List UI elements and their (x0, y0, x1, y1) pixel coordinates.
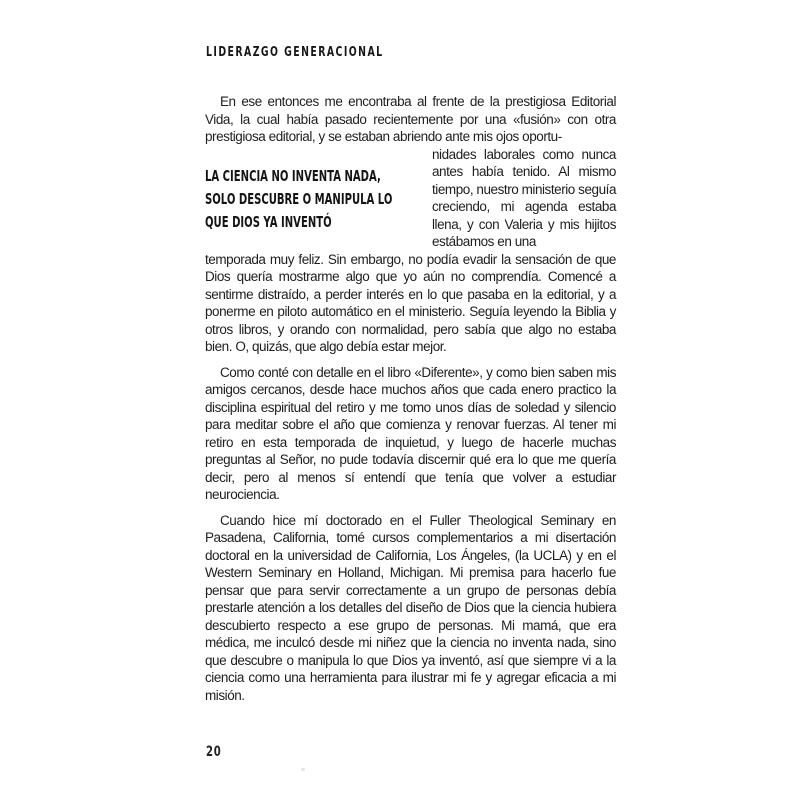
page-number: 20 (206, 744, 222, 760)
paragraph-1-continued: temporada muy feliz. Sin embargo, no podía evadir la sensación de que Dios quería mostrarme algo que yo aún no comprendía. Comencé a sentirme distraído, a perder interés en lo que pasaba en la editorial, y a ponerme en piloto automático en el ministerio. Seguía leyendo la Biblia y otros libros, y orando con normalidad, pero sabía que algo no estaba bien. O, quizás, que algo debía estar mejor. (205, 251, 616, 354)
pull-quote-line-2: SOLO DESCUBRE O MANIPULA LO (205, 189, 393, 208)
pull-quote-line-1: LA CIENCIA NO INVENTA NADA, (205, 166, 381, 185)
paragraph-1-intro: En ese entonces me encontraba al frente de la prestigiosa Editorial Vida, la cual había pasado recientemente por una «fusión» con otra prestigiosa editorial, y se estaban abriendo ante mis ojos oportu- (205, 94, 616, 144)
page-content (205, 93, 616, 704)
pull-quote-row (205, 146, 616, 251)
paragraph-1-wrapped-text: nidades laborales como nunca antes había tenido. Al mismo tiempo, nuestro ministerio seguía creciendo, mi agenda estaba llena, y con Valeria y mis hijitos estábamos en una (432, 146, 616, 249)
pull-quote (205, 146, 432, 234)
paragraph-3: Cuando hice mí doctorado en el Fuller Theological Seminary en Pasadena, California, tomé cursos complementarios a mi disertación doctoral en la universidad de California, Los Ángeles, (la UCLA) y en el Western Seminary en Holland, Michigan. Mi premisa para hacerlo fue pensar que para servir correctamente a un grupo de personas debía prestarle atención a los detalles del diseño de Dios que la ciencia hubiera descubierto respecto a ese grupo de personas. Mi mamá, que era médica, me inculcó desde mi niñez que la ciencia no inventa nada, sino que descubre o manipula lo que Dios ya inventó, así que siempre vi a la ciencia como una herramienta para ilustrar mi fe y agregar eficacia a mi misión. (205, 512, 616, 703)
pull-quote-line-3: QUE DIOS YA INVENTÓ (205, 212, 332, 231)
scan-speck (301, 768, 305, 771)
paragraph-2: Como conté con detalle en el libro «Diferente», y como bien saben mis amigos cercanos, desde hace muchos años que cada enero practico la disciplina espiritual del retiro y me tomo unos días de soledad y silencio para meditar sobre el año que comienza y renovar fuerzas. Al tener mi retiro en esta temporada de inquietud, y luego de hacerle muchas preguntas al Señor, no pude todavía discernir qué era lo que me quería decir, pero al menos sí entendí que tenía que volver a estudiar neurociencia. (205, 364, 616, 502)
running-header: LIDERAZGO GENERACIONAL (206, 45, 384, 60)
